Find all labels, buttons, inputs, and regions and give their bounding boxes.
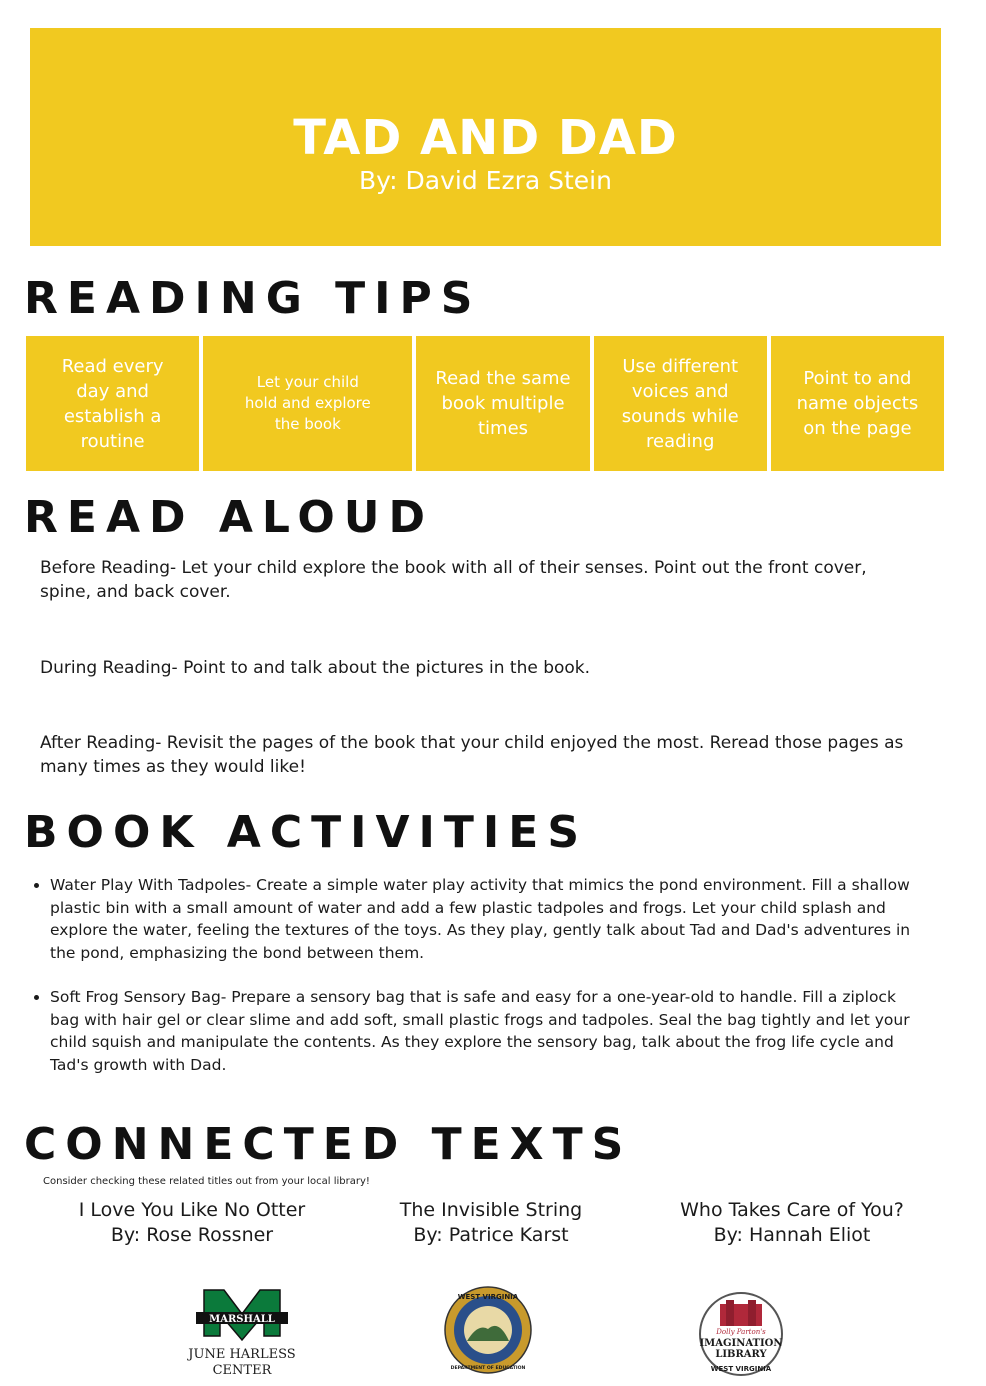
book-author-line: By: Hannah Eliot — [713, 1224, 871, 1246]
book-title: TAD AND DAD — [293, 110, 678, 166]
activity-item: • Water Play With Tadpoles- Create a simple water play activity that mimics the pond environment. Fill a shallow plastic bin with a small amount of water and add a few plastic tadpoles and frogs. Let your child splash and explore the water, feeling the textures of the toys. As they play, gently talk about Tad and Dad's adventures in the pond, emphasizing the bond between them. — [50, 874, 920, 964]
library-caption: Consider checking these related titles out from your local library! — [43, 1176, 370, 1187]
tip-card: Read the same book multiple times — [416, 336, 589, 471]
title-banner — [30, 28, 941, 246]
tip-card: Point to and name objects on the page — [771, 336, 944, 471]
connected-texts-heading: CONNECTED TEXTS — [24, 1119, 633, 1170]
book-title-line: The Invisible String — [399, 1199, 583, 1221]
marshall-line1: JUNE HARLESS — [188, 1347, 296, 1362]
book-activities-heading: BOOK ACTIVITIES — [24, 807, 589, 858]
imagination-brand: Dolly Parton's — [716, 1328, 766, 1336]
imagination-line1: IMAGINATION — [699, 1338, 783, 1349]
book-author: By: David Ezra Stein — [359, 166, 612, 195]
marshall-june-harless-logo — [186, 1288, 298, 1380]
tip-card: Use different voices and sounds while reading — [594, 336, 767, 471]
seal-bottom-text: DEPARTMENT OF EDUCATION — [450, 1366, 526, 1371]
read-aloud-heading: READ ALOUD — [24, 492, 435, 543]
imagination-region: WEST VIRGINIA — [710, 1365, 772, 1373]
activity-item: • Soft Frog Sensory Bag- Prepare a sensory bag that is safe and easy for a one-year-old to handle. Fill a ziplock bag with hair gel or clear slime and add soft, small plastic frogs and tadpoles. Seal the bag tightly and let your child squish and manipulate the contents. As they explore the sensory bag, talk about the frog life cycle and Tad's growth with Dad. — [50, 986, 920, 1076]
book-title-line: I Love You Like No Otter — [78, 1199, 306, 1221]
imagination-library-logo — [696, 1290, 786, 1382]
marshall-name: MARSHALL — [209, 1314, 275, 1325]
after-reading-text: After Reading- Revisit the pages of the book that your child enjoyed the most. Reread those pages as many times as they would like! — [40, 733, 904, 777]
connected-book — [642, 1198, 942, 1248]
during-reading-text: During Reading- Point to and talk about the pictures in the book. — [40, 658, 591, 678]
book-author-line: By: Rose Rossner — [110, 1224, 274, 1246]
marshall-line2: CENTER — [212, 1363, 272, 1378]
tip-card: Let your child hold and explore the book — [203, 336, 412, 471]
connected-book — [42, 1198, 342, 1248]
imagination-line2: LIBRARY — [715, 1349, 767, 1360]
activities-list — [30, 874, 920, 1098]
book-author-line: By: Patrice Karst — [413, 1224, 569, 1246]
wv-department-of-education-seal — [443, 1285, 533, 1375]
book-title-line: Who Takes Care of You? — [680, 1199, 904, 1221]
reading-tips-row — [26, 336, 944, 471]
tip-card: Read every day and establish a routine — [26, 336, 199, 471]
connected-book — [341, 1198, 641, 1248]
before-reading-text: Before Reading- Let your child explore the book with all of their senses. Point out the front cover, spine, and back cover. — [40, 558, 867, 602]
seal-top-text: WEST VIRGINIA — [457, 1293, 519, 1301]
reading-tips-heading: READING TIPS — [24, 273, 482, 324]
